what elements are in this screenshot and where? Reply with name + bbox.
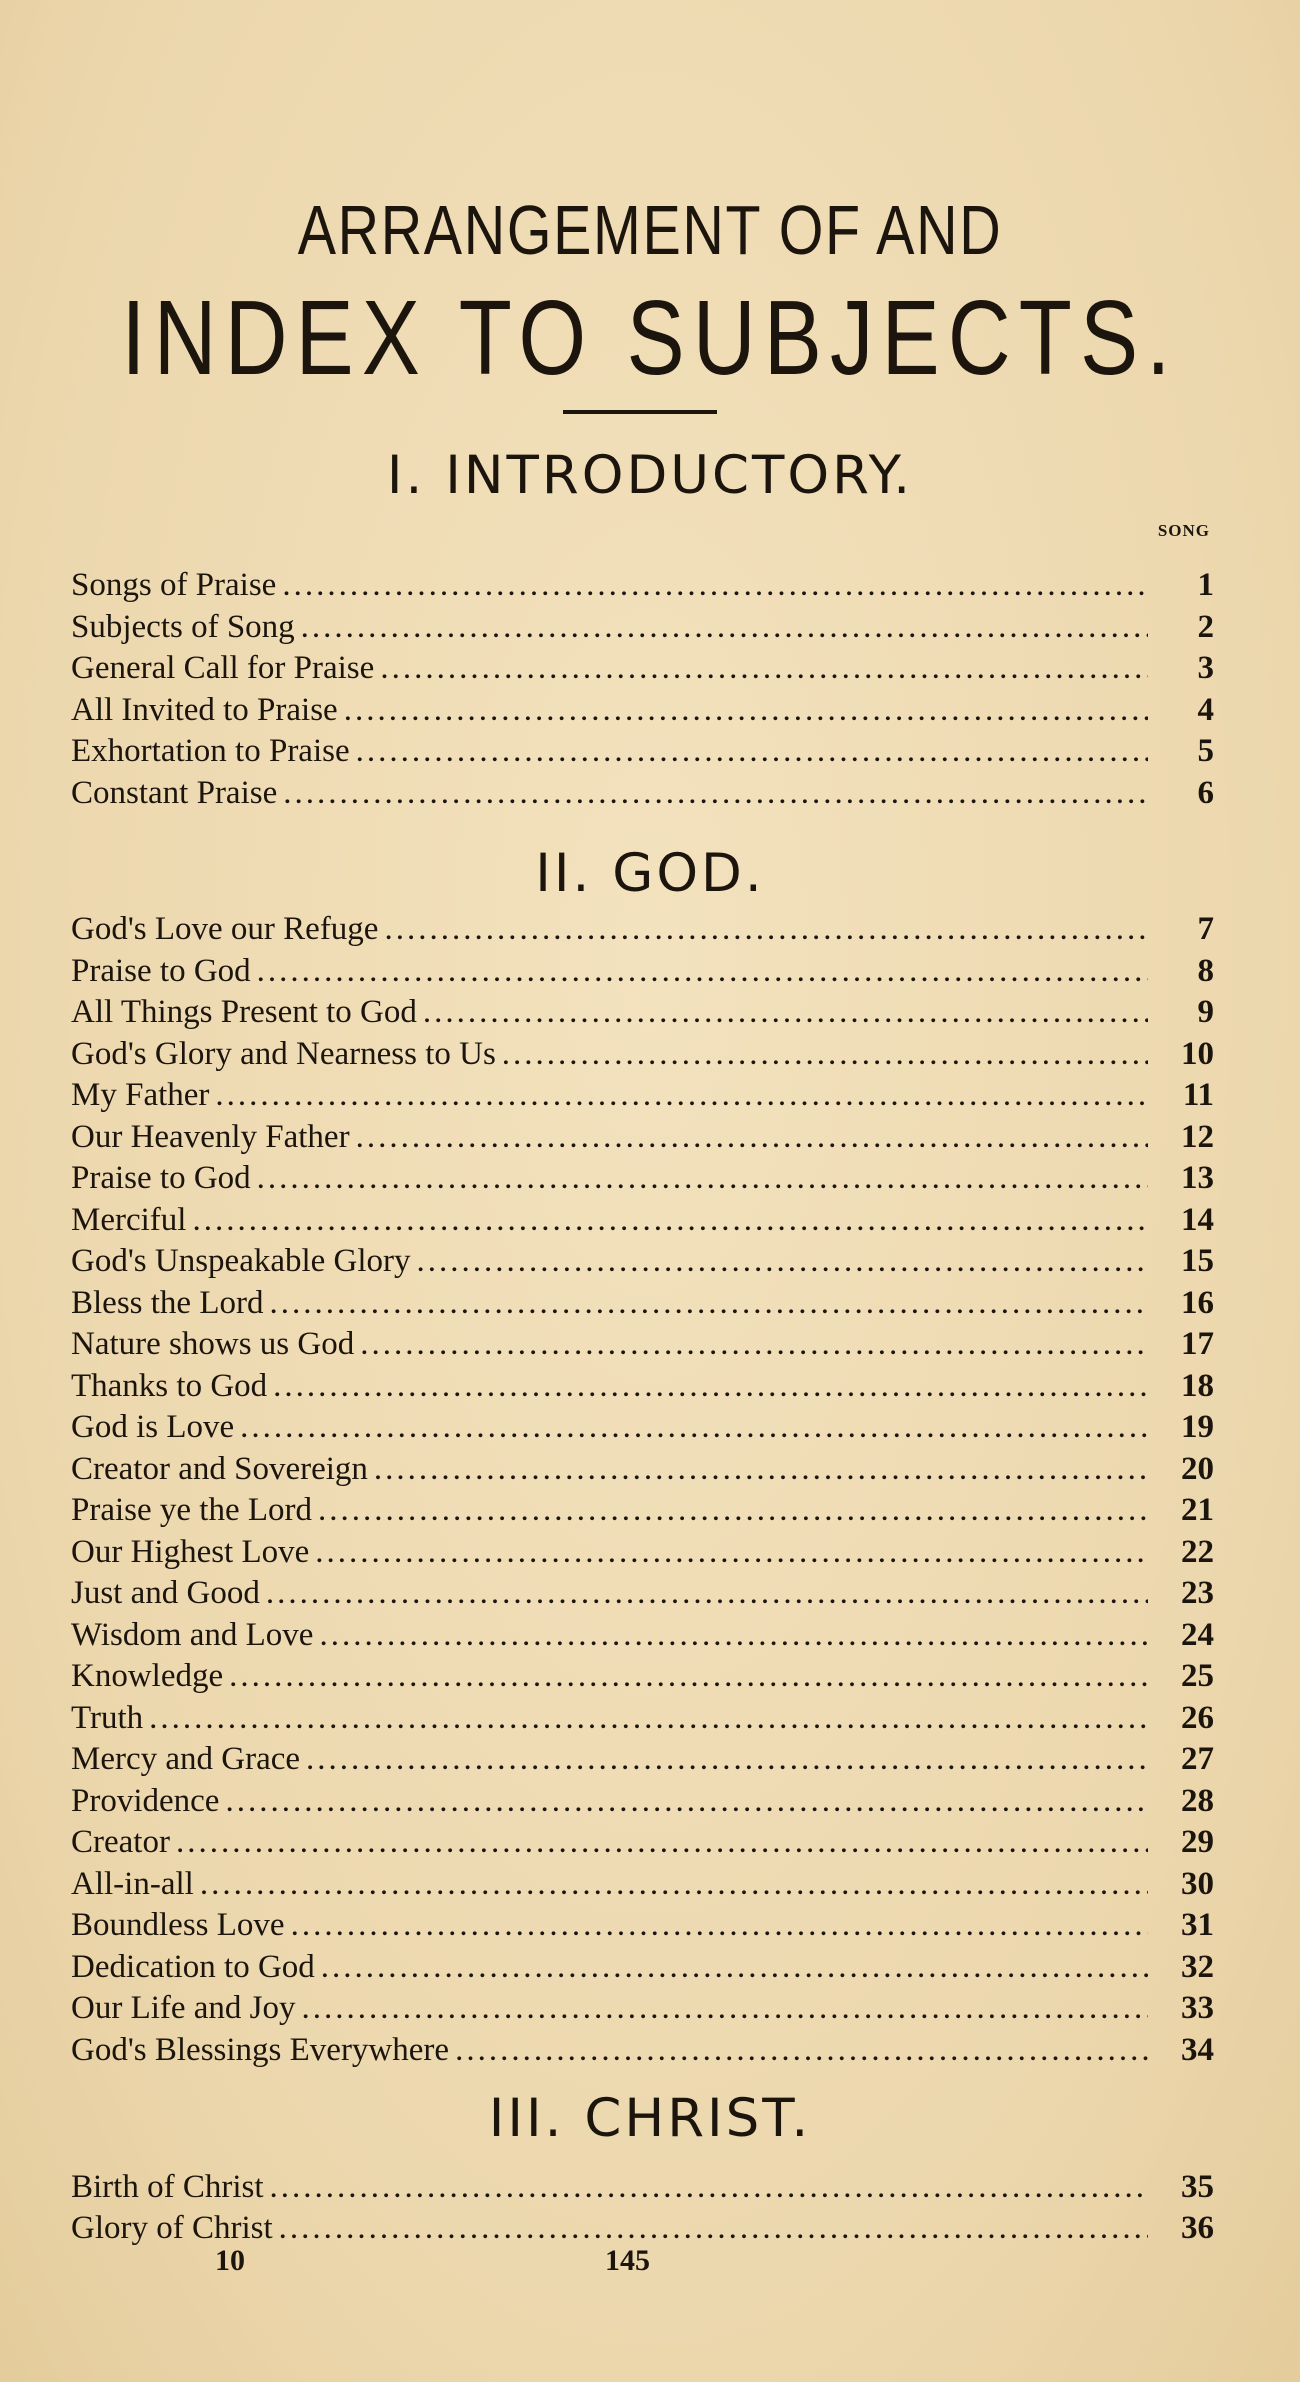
entry-title: Creator	[71, 1824, 170, 1860]
entry-song-number: 11	[1182, 1077, 1214, 1113]
entry-song-number: 3	[1197, 650, 1214, 687]
index-entry	[71, 2030, 1214, 2070]
entry-title: Providence	[71, 1782, 220, 1819]
entry-song-number: 30	[1181, 1865, 1214, 1902]
dot-leader	[374, 1449, 1148, 1489]
entry-song-number: 8	[1197, 952, 1214, 989]
dot-leader	[282, 565, 1148, 605]
entry-song-number: 18	[1181, 1367, 1214, 1404]
dot-leader	[423, 992, 1148, 1032]
entry-title: Exhortation to Praise	[71, 733, 350, 770]
entry-title: Our Life and Joy	[71, 1990, 296, 2026]
index-entry	[71, 731, 1214, 771]
index-entry	[71, 1988, 1214, 2028]
entry-title: Praise ye the Lord	[71, 1492, 313, 1528]
entry-title: Just and Good	[71, 1575, 260, 1611]
index-entry	[71, 1283, 1214, 1323]
entry-title: Knowledge	[71, 1658, 224, 1694]
index-entry	[71, 1158, 1214, 1198]
entry-title: Subjects of Song	[71, 608, 295, 645]
entry-song-number: 12	[1181, 1118, 1214, 1155]
footer-page-number: 145	[605, 2244, 650, 2277]
index-entry	[71, 565, 1214, 605]
index-entry	[71, 690, 1214, 730]
entry-title: Praise to God	[71, 952, 251, 989]
dot-leader	[291, 1905, 1148, 1945]
dot-leader	[269, 1283, 1148, 1323]
entry-song-number: 2	[1197, 608, 1214, 645]
entry-song-number: 36	[1181, 2210, 1214, 2246]
dot-leader	[356, 731, 1148, 771]
index-entry	[71, 1034, 1214, 1074]
title-line-2: INDEX TO SUBJECTS.	[121, 279, 1179, 397]
index-entry	[71, 1573, 1214, 1613]
entry-song-number: 23	[1181, 1575, 1214, 1611]
entry-song-number: 6	[1197, 775, 1214, 811]
section-heading-introductory: I. INTRODUCTORY.	[386, 445, 914, 506]
dot-leader	[192, 1200, 1148, 1240]
index-entry	[71, 1324, 1214, 1364]
entry-title: Our Heavenly Father	[71, 1118, 350, 1155]
entry-title: All Invited to Praise	[71, 691, 338, 728]
entry-title: Mercy and Grace	[71, 1741, 301, 1777]
entry-title: Merciful	[71, 1201, 187, 1238]
section-heading-christ: III. CHRIST.	[488, 2088, 812, 2149]
index-entry	[71, 1532, 1214, 1572]
index-entry	[71, 909, 1214, 949]
dot-leader	[356, 1117, 1148, 1157]
index-entry	[71, 992, 1214, 1032]
dot-leader	[360, 1324, 1148, 1364]
dot-leader	[257, 951, 1148, 991]
entry-title: General Call for Praise	[71, 650, 375, 687]
entry-song-number: 16	[1181, 1284, 1214, 1321]
dot-leader	[149, 1698, 1148, 1738]
index-entry	[71, 1117, 1214, 1157]
index-entry	[71, 1698, 1214, 1738]
footer-signature-mark: 10	[215, 2244, 245, 2277]
entry-song-number: 17	[1181, 1326, 1214, 1362]
entry-song-number: 19	[1181, 1409, 1214, 1445]
entry-title: God's Unspeakable Glory	[71, 1243, 411, 1279]
index-entry	[71, 1241, 1214, 1281]
title-line-1: ARRANGEMENT OF AND	[297, 191, 1003, 269]
dot-leader	[306, 1739, 1148, 1779]
entry-title: Creator and Sovereign	[71, 1450, 368, 1487]
dot-leader	[257, 1158, 1148, 1198]
index-entry	[71, 1656, 1214, 1696]
index-entry	[71, 951, 1214, 991]
entry-title: Our Highest Love	[71, 1533, 310, 1570]
dot-leader	[318, 1490, 1148, 1530]
index-entry	[71, 1905, 1214, 1945]
dot-leader	[384, 909, 1148, 949]
dot-leader	[229, 1656, 1148, 1696]
index-entry	[71, 1200, 1214, 1240]
entry-title: God's Glory and Nearness to Us	[71, 1035, 496, 1072]
entry-title: All-in-all	[71, 1865, 194, 1902]
title-rule	[563, 410, 717, 414]
dot-leader	[176, 1822, 1148, 1862]
dot-leader	[319, 1615, 1148, 1655]
dot-leader	[502, 1034, 1148, 1074]
index-entry	[71, 1075, 1214, 1115]
dot-leader	[279, 2208, 1148, 2248]
entry-song-number: 9	[1197, 994, 1214, 1030]
entry-title: Songs of Praise	[71, 567, 277, 603]
dot-leader	[240, 1407, 1148, 1447]
entry-song-number: 34	[1181, 2031, 1214, 2068]
entry-title: Constant Praise	[71, 775, 278, 811]
entry-song-number: 26	[1181, 1699, 1214, 1736]
index-entry	[71, 1864, 1214, 1904]
dot-leader	[321, 1947, 1148, 1987]
dot-leader	[344, 690, 1148, 730]
index-entry	[71, 1490, 1214, 1530]
entry-song-number: 21	[1181, 1492, 1214, 1528]
entry-song-number: 24	[1181, 1616, 1214, 1653]
entry-title: God is Love	[71, 1409, 235, 1445]
entry-song-number: 25	[1181, 1658, 1214, 1694]
index-entry	[71, 607, 1214, 647]
entry-song-number: 29	[1181, 1824, 1214, 1860]
song-column-label: SONG	[1157, 521, 1210, 540]
index-entry	[71, 1615, 1214, 1655]
entry-song-number: 33	[1181, 1990, 1214, 2026]
entry-song-number: 32	[1181, 1948, 1214, 1985]
index-entry	[71, 1739, 1214, 1779]
entry-title: Glory of Christ	[71, 2210, 273, 2246]
index-entry	[71, 2167, 1214, 2207]
dot-leader	[380, 648, 1148, 688]
dot-leader	[273, 1366, 1148, 1406]
entry-title: Birth of Christ	[71, 2169, 264, 2205]
dot-leader	[417, 1241, 1148, 1281]
index-entry	[71, 1947, 1214, 1987]
entry-title: Praise to God	[71, 1160, 251, 1196]
entry-song-number: 10	[1181, 1035, 1214, 1072]
entry-song-number: 4	[1197, 691, 1214, 728]
section-heading-god: II. GOD.	[535, 843, 765, 904]
entry-song-number: 1	[1197, 567, 1214, 603]
entry-song-number: 13	[1181, 1160, 1214, 1196]
entry-song-number: 14	[1181, 1201, 1214, 1238]
entry-song-number: 5	[1197, 733, 1214, 770]
entry-song-number: 22	[1181, 1533, 1214, 1570]
entry-title: Truth	[71, 1699, 144, 1736]
index-entry	[71, 1407, 1214, 1447]
dot-leader	[200, 1864, 1148, 1904]
entry-title: Boundless Love	[71, 1907, 285, 1943]
index-entry	[71, 1366, 1214, 1406]
entry-song-number: 28	[1181, 1782, 1214, 1819]
dot-leader	[301, 607, 1148, 647]
dot-leader	[302, 1988, 1148, 2028]
entry-title: Bless the Lord	[71, 1284, 264, 1321]
entry-title: Nature shows us God	[71, 1326, 355, 1362]
index-entry	[71, 1822, 1214, 1862]
entry-title: God's Blessings Everywhere	[71, 2031, 450, 2068]
index-entry	[71, 2208, 1214, 2248]
entry-title: Thanks to God	[71, 1367, 268, 1404]
entry-title: Wisdom and Love	[71, 1616, 314, 1653]
entry-song-number: 27	[1181, 1741, 1214, 1777]
dot-leader	[215, 1075, 1148, 1115]
index-entry	[71, 773, 1214, 813]
entry-song-number: 20	[1181, 1450, 1214, 1487]
entry-title: God's Love our Refuge	[71, 911, 379, 947]
index-entry	[71, 1781, 1214, 1821]
index-entry	[71, 648, 1214, 688]
entry-song-number: 31	[1181, 1907, 1214, 1943]
entry-song-number: 7	[1197, 911, 1214, 947]
dot-leader	[315, 1532, 1148, 1572]
dot-leader	[455, 2030, 1148, 2070]
index-entry	[71, 1449, 1214, 1489]
dot-leader	[270, 2167, 1148, 2207]
entry-song-number: 15	[1181, 1243, 1214, 1279]
dot-leader	[283, 773, 1148, 813]
entry-title: My Father	[71, 1077, 210, 1113]
entry-song-number: 35	[1181, 2169, 1214, 2205]
entry-title: All Things Present to God	[71, 994, 417, 1030]
dot-leader	[225, 1781, 1148, 1821]
entry-title: Dedication to God	[71, 1948, 315, 1985]
dot-leader	[266, 1573, 1148, 1613]
